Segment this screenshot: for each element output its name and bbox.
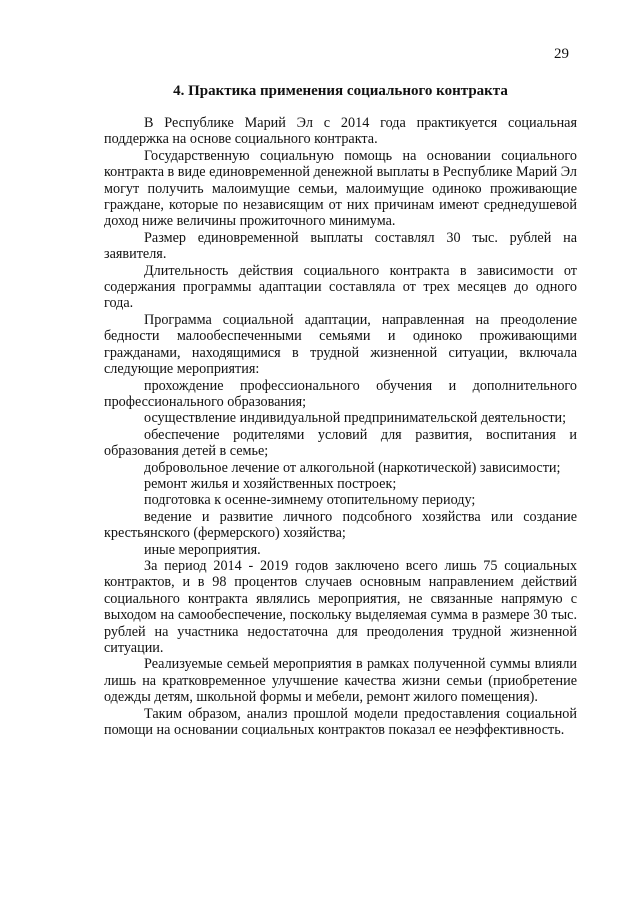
paragraph: Таким образом, анализ прошлой модели предоставления социальной помощи на основании социальных контрактов показал ее неэффективность. (104, 705, 577, 739)
list-item: прохождение профессионального обучения и дополнительного профессионального образования; (104, 377, 577, 410)
document-body (104, 76, 577, 738)
paragraph: Размер единовременной выплаты составлял 30 тыс. рублей на заявителя. (104, 229, 577, 263)
paragraph: За период 2014 - 2019 годов заключено всего лишь 75 социальных контрактов, и в 98 процентов случаев основным направлением действий социального контракта являлись мероприятия, не связанные напрямую с выходом на самообеспечение, поскольку выделяемая сумма в размере 30 тыс. рублей на участника недостаточна для преодоления трудной жизненной ситуации. (104, 557, 577, 656)
list-item: обеспечение родителями условий для развития, воспитания и образования детей в семье; (104, 426, 577, 460)
section-heading: 4. Практика применения социального контракта (173, 83, 508, 99)
list-item: осуществление индивидуальной предпринимательской деятельности; (144, 410, 567, 427)
paragraph: Длительность действия социального контракта в зависимости от содержания программы адаптации составляла от трех месяцев до одного года. (104, 262, 577, 312)
list-item: ведение и развитие личного подсобного хозяйства или создание крестьянского (фермерского) хозяйства; (104, 508, 577, 542)
list-item: ремонт жилья и хозяйственных построек; (144, 475, 397, 492)
list-item: подготовка к осенне-зимнему отопительному периоду; (144, 492, 476, 509)
paragraph: В Республике Марий Эл с 2014 года практикуется социальная поддержка на основе социального контракта. (104, 115, 577, 148)
list-item: иные мероприятия. (144, 541, 261, 558)
paragraph: Реализуемые семьей мероприятия в рамках полученной суммы влияли лишь на кратковременное улучшение качества жизни семьи (приобретение одежды детям, школьной формы и мебели, ремонт жилого помещения). (104, 656, 577, 706)
page-number: 29 (554, 46, 569, 62)
paragraph: Государственную социальную помощь на основании социального контракта в виде единовременной денежной выплаты в Республике Марий Эл могут получить малоимущие семьи, малоимущие одиноко проживающие граждане, которые по независящим от них причинам имеют среднедушевой доход ниже величины прожиточного минимума. (104, 147, 577, 230)
list-item: добровольное лечение от алкогольной (наркотической) зависимости; (144, 459, 561, 476)
paragraph: Программа социальной адаптации, направленная на преодоление бедности малообеспеченными семьями и одиноко проживающими гражданами, находящимися в трудной жизненной ситуации, включала следующие мероприятия: (104, 311, 577, 378)
